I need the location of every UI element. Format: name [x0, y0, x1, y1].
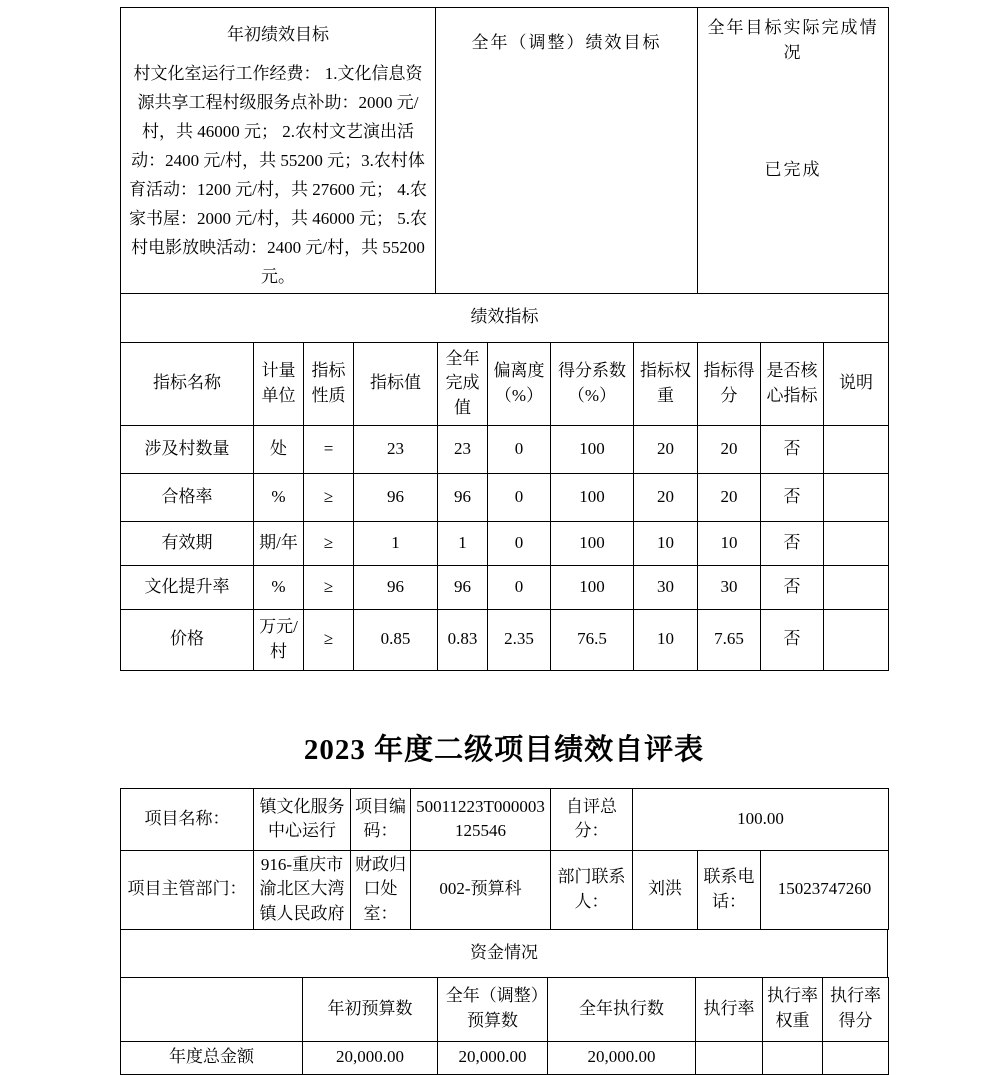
- col-header-initial-budget: 年初预算数: [303, 977, 438, 1041]
- phone-label: 联系电话：: [698, 850, 761, 929]
- cell-coefficient: 100: [551, 565, 634, 609]
- funding-header-row: [121, 977, 889, 1041]
- project-code-value: 50011223T000003125546: [411, 788, 551, 850]
- project-name-label: 项目名称：: [121, 788, 254, 850]
- col-header-blank: [121, 977, 303, 1041]
- cell-completed: 23: [438, 425, 488, 473]
- cell-name: 文化提升率: [121, 565, 254, 609]
- contact-value: 刘洪: [633, 850, 698, 929]
- year-start-goal-cell: [121, 8, 436, 294]
- col-header-core-indicator: 是否核心指标: [761, 342, 824, 425]
- cell-deviation: 0: [488, 565, 551, 609]
- col-header-annual-completed: 全年完成值: [438, 342, 488, 425]
- cell-unit: %: [254, 473, 304, 521]
- self-score-value: 100.00: [633, 788, 889, 850]
- cell-weight: 20: [634, 425, 698, 473]
- dept-value: 916-重庆市渝北区大湾镇人民政府: [254, 850, 351, 929]
- indicators-section-title: 绩效指标: [121, 293, 889, 342]
- cell-execution-rate: [696, 1041, 763, 1074]
- funding-section-row: [121, 929, 888, 977]
- funding-section-table: [120, 929, 888, 978]
- col-header-score: 指标得分: [698, 342, 761, 425]
- indicator-row: [121, 565, 889, 609]
- goals-table: [120, 7, 889, 294]
- adjusted-goal-cell: [436, 8, 698, 294]
- col-header-adjusted-budget: 全年（调整）预算数: [438, 977, 548, 1041]
- actual-completion-status: 已完成: [764, 160, 822, 180]
- col-header-remark: 说明: [824, 342, 889, 425]
- self-score-label: 自评总分：: [551, 788, 633, 850]
- cell-remark: [824, 565, 889, 609]
- cell-nature: =: [304, 425, 354, 473]
- indicators-header-row: [121, 342, 889, 425]
- col-header-score-coefficient: 得分系数（%）: [551, 342, 634, 425]
- cell-completed: 96: [438, 473, 488, 521]
- cell-score: 20: [698, 425, 761, 473]
- cell-target: 23: [354, 425, 438, 473]
- cell-weight: 20: [634, 473, 698, 521]
- funding-table: [120, 977, 889, 1075]
- cell-nature: ≥: [304, 565, 354, 609]
- cell-weight: 30: [634, 565, 698, 609]
- indicator-row: [121, 521, 889, 565]
- cell-remark: [824, 473, 889, 521]
- cell-coefficient: 76.5: [551, 609, 634, 670]
- indicator-row: [121, 609, 889, 670]
- cell-unit: 万元/村: [254, 609, 304, 670]
- funding-section-title: 资金情况: [121, 929, 888, 977]
- cell-deviation: 0: [488, 473, 551, 521]
- cell-weight: 10: [634, 521, 698, 565]
- year-start-goal-header: 年初绩效目标: [227, 25, 329, 44]
- col-header-target-value: 指标值: [354, 342, 438, 425]
- cell-remark: [824, 521, 889, 565]
- project-info-table: [120, 788, 889, 930]
- project-code-label: 项目编码：: [351, 788, 411, 850]
- cell-name: 合格率: [121, 473, 254, 521]
- cell-rate-score: [823, 1041, 889, 1074]
- phone-value: 15023747260: [761, 850, 889, 929]
- indicator-row: [121, 473, 889, 521]
- adjusted-goal-header: 全年（调整）绩效目标: [471, 33, 662, 52]
- cell-weight: 10: [634, 609, 698, 670]
- cell-target: 96: [354, 565, 438, 609]
- cell-unit: 期/年: [254, 521, 304, 565]
- cell-nature: ≥: [304, 521, 354, 565]
- cell-score: 20: [698, 473, 761, 521]
- cell-score: 30: [698, 565, 761, 609]
- cell-deviation: 2.35: [488, 609, 551, 670]
- col-header-unit: 计量单位: [254, 342, 304, 425]
- document-page: [120, 7, 888, 1075]
- indicators-section-row: [121, 293, 889, 342]
- cell-nature: ≥: [304, 609, 354, 670]
- cell-core: 否: [761, 609, 824, 670]
- col-header-rate-score: 执行率得分: [823, 977, 889, 1041]
- cell-core: 否: [761, 565, 824, 609]
- col-header-nature: 指标性质: [304, 342, 354, 425]
- cell-core: 否: [761, 425, 824, 473]
- actual-completion-header: 全年目标实际完成情况: [707, 18, 879, 62]
- finance-office-label: 财政归口处室：: [351, 850, 411, 929]
- cell-coefficient: 100: [551, 473, 634, 521]
- col-header-executed: 全年执行数: [548, 977, 696, 1041]
- cell-unit: 处: [254, 425, 304, 473]
- contact-label: 部门联系人：: [551, 850, 633, 929]
- page-title: 2023 年度二级项目绩效自评表: [303, 733, 705, 766]
- goals-row: [121, 8, 889, 294]
- cell-executed: 20,000.00: [548, 1041, 696, 1074]
- finance-office-value: 002-预算科: [411, 850, 551, 929]
- project-name-row: [121, 788, 889, 850]
- actual-completion-cell: [698, 8, 889, 294]
- cell-total-label: 年度总金额: [121, 1041, 303, 1074]
- cell-adjusted-budget: 20,000.00: [438, 1041, 548, 1074]
- col-header-rate-weight: 执行率权重: [763, 977, 823, 1041]
- cell-coefficient: 100: [551, 521, 634, 565]
- cell-completed: 1: [438, 521, 488, 565]
- col-header-indicator-name: 指标名称: [121, 342, 254, 425]
- funding-row: [121, 1041, 889, 1074]
- cell-target: 1: [354, 521, 438, 565]
- cell-remark: [824, 425, 889, 473]
- project-dept-row: [121, 850, 889, 929]
- cell-initial-budget: 20,000.00: [303, 1041, 438, 1074]
- cell-rate-weight: [763, 1041, 823, 1074]
- indicator-row: [121, 425, 889, 473]
- cell-name: 价格: [121, 609, 254, 670]
- cell-name: 有效期: [121, 521, 254, 565]
- cell-deviation: 0: [488, 425, 551, 473]
- cell-score: 7.65: [698, 609, 761, 670]
- cell-target: 96: [354, 473, 438, 521]
- cell-target: 0.85: [354, 609, 438, 670]
- dept-label: 项目主管部门：: [121, 850, 254, 929]
- col-header-execution-rate: 执行率: [696, 977, 763, 1041]
- indicators-table: [120, 293, 889, 671]
- cell-coefficient: 100: [551, 425, 634, 473]
- cell-core: 否: [761, 473, 824, 521]
- col-header-deviation: 偏离度（%）: [488, 342, 551, 425]
- cell-nature: ≥: [304, 473, 354, 521]
- cell-unit: %: [254, 565, 304, 609]
- cell-remark: [824, 609, 889, 670]
- year-start-goal-body: 村文化室运行工作经费： 1.文化信息资源共享工程村级服务点补助：2000 元/村，共 46000 元； 2.农村文艺演出活动：2400 元/村，共 55200 元；3.农村体育活动：1200 元/村，共 27600 元； 4.农家书屋：2000 元/村，共 46000 元； 5.农村电影放映活动：2400 元/村，共 55200 元。: [129, 63, 427, 286]
- cell-completed: 96: [438, 565, 488, 609]
- cell-completed: 0.83: [438, 609, 488, 670]
- col-header-weight: 指标权重: [634, 342, 698, 425]
- cell-name: 涉及村数量: [121, 425, 254, 473]
- project-name-value: 镇文化服务中心运行: [254, 788, 351, 850]
- cell-score: 10: [698, 521, 761, 565]
- cell-core: 否: [761, 521, 824, 565]
- cell-deviation: 0: [488, 521, 551, 565]
